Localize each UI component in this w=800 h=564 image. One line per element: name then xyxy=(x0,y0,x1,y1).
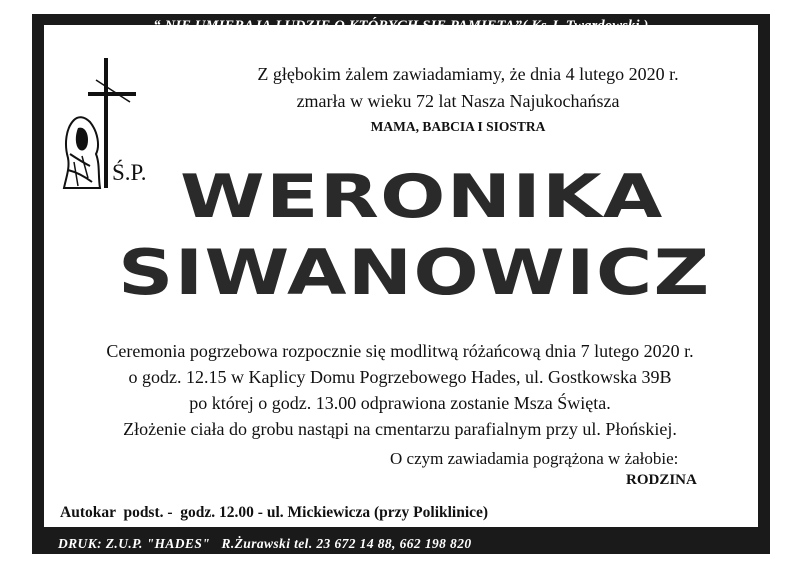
ceremony-line-1: Ceremonia pogrzebowa rozpocznie się modlitwą różańcową dnia 7 lutego 2020 r. xyxy=(106,341,694,361)
last-name: SIWANOWICZ xyxy=(118,236,711,309)
ceremony-line-4: Złożenie ciała do grobu nastąpi na cmentarzu parafialnym przy ul. Płońskiej. xyxy=(123,419,677,439)
mourning-text: O czym zawiadamia pogrążona w żałobie: xyxy=(390,449,679,468)
ceremony-line-3: po której o godz. 13.00 odprawiona zostanie Msza Święta. xyxy=(189,393,611,413)
intro-line-1: Z głębokim żalem zawiadamiamy, że dnia 4 lutego 2020 r. xyxy=(257,64,679,84)
family-signature: RODZINA xyxy=(626,472,697,488)
first-name: WERONIKA xyxy=(180,162,664,232)
intro-line-2: zmarła w wieku 72 lat Nasza Najukochańsza xyxy=(296,91,620,111)
name-prefix: Ś.P. xyxy=(112,160,147,185)
ceremony-line-2: o godz. 12.15 w Kaplicy Domu Pogrzebowego Hades, ul. Gostkowska 39B xyxy=(128,367,672,387)
relation-text: MAMA, BABCIA I SIOSTRA xyxy=(370,119,546,134)
bus-info: Autokar podst. - godz. 12.00 - ul. Mickiewicza (przy Poliklinice) xyxy=(60,504,489,521)
printer-footer: DRUK: Z.U.P. "HADES" R.Żurawski tel. 23 672 14 88, 662 198 820 xyxy=(58,536,472,551)
motto-text: “ NIE UMIERAJĄ LUDZIE O KTÓRYCH SIĘ PAMIĘTA”( Ks.J. Twardowski ) xyxy=(153,18,649,34)
